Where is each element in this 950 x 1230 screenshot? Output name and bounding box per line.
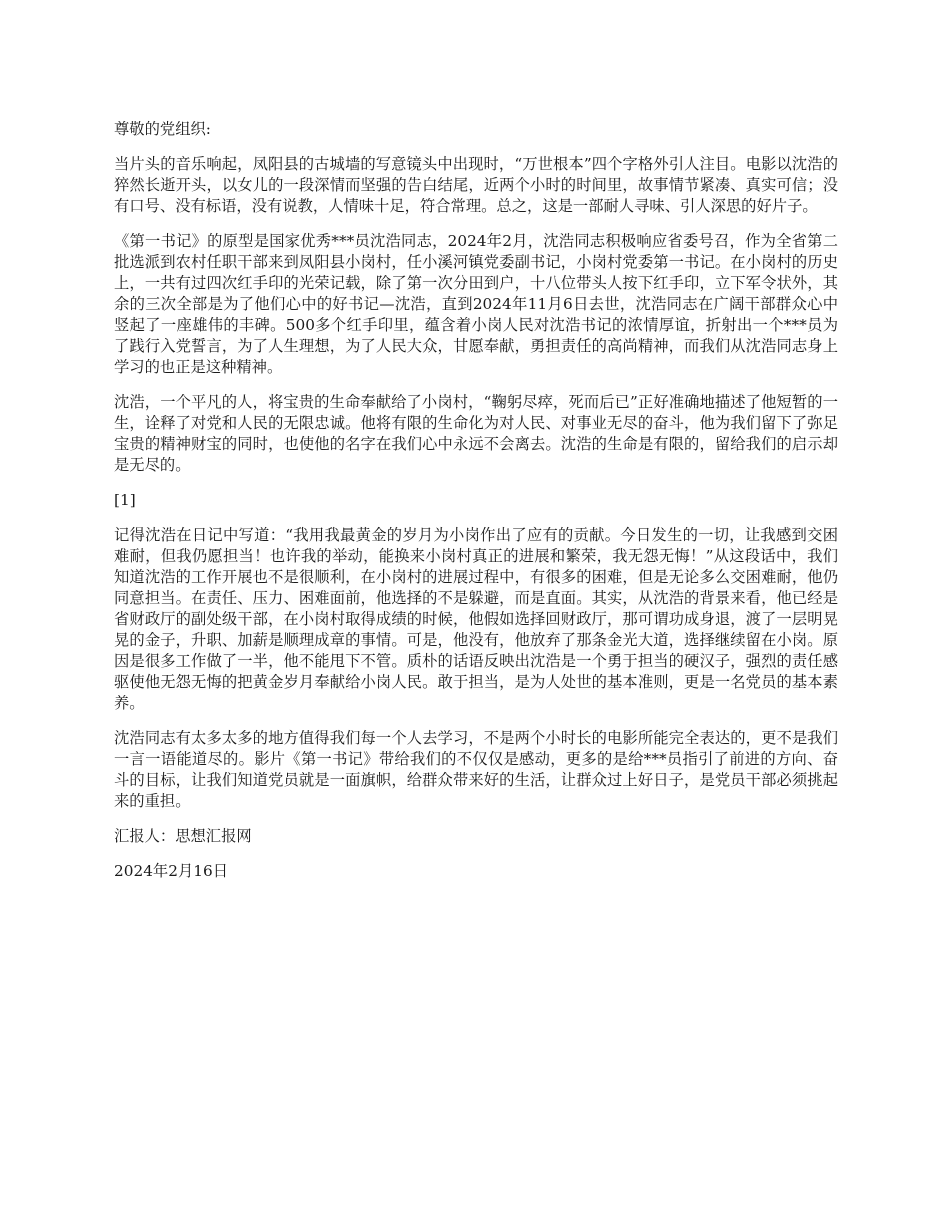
date-line: 2024年2月16日	[114, 862, 229, 880]
footnote-marker: [1]	[114, 491, 136, 509]
reporter-line: 汇报人：思想汇报网	[114, 827, 252, 845]
salutation: 尊敬的党组织:	[114, 120, 211, 138]
paragraph-intro: 当片头的音乐响起，凤阳县的古城墙的写意镜头中出现时，“万世根本”四个字格外引人注目。电影以沈浩的猝然长逝开头，以女儿的一段深情而坚强的告白结尾，近两个小时的时间里，故事情节紧凑、真实可信；没有口号、没有标语，没有说教，人情味十足，符合常理。总之，这是一部耐人寻味、引人深思的好片子。	[114, 155, 838, 215]
paragraph-conclusion: 沈浩同志有太多太多的地方值得我们每一个人去学习，不是两个小时长的电影所能完全表达的，更不是我们一言一语能道尽的。影片《第一书记》带给我们的不仅仅是感动，更多的是给***员指引了前进的方向、奋斗的目标，让我们知道党员就是一面旗帜，给群众带来好的生活，让群众过上好日子，是党员干部必须挑起来的重担。	[114, 729, 838, 810]
paragraph-prototype: 《第一书记》的原型是国家优秀***员沈浩同志，2024年2月，沈浩同志积极响应省委号召，作为全省第二批选派到农村任职干部来到凤阳县小岗村，任小溪河镇党委副书记，小岗村党委第一书记。在小岗村的历史上，一共有过四次红手印的光荣记载，除了第一次分田到户，十八位带头人按下红手印，立下军令状外，其余的三次全部是为了他们心中的好书记—沈浩，直到2024年11月6日去世，沈浩同志在广阔干部群众心中竖起了一座雄伟的丰碑。500多个红手印里，蕴含着小岗人民对沈浩书记的浓情厚谊，折射出一个***员为了践行入党誓言，为了人生理想，为了人民大众，甘愿奉献，勇担责任的高尚精神，而我们从沈浩同志身上学习的也正是这种精神。	[114, 232, 838, 376]
paragraph-dedication: 沈浩，一个平凡的人，将宝贵的生命奉献给了小岗村，“鞠躬尽瘁，死而后已”正好准确地描述了他短暂的一生，诠释了对党和人民的无限忠诚。他将有限的生命化为对人民、对事业无尽的奋斗，他为我们留下了弥足宝贵的精神财宝的同时，也使他的名字在我们心中永远不会离去。沈浩的生命是有限的，留给我们的启示却是无尽的。	[114, 393, 838, 474]
paragraph-diary: 记得沈浩在日记中写道：“我用我最黄金的岁月为小岗作出了应有的贡献。今日发生的一切，让我感到交困难耐，但我仍愿担当！也许我的举动，能换来小岗村真正的进展和繁荣，我无怨无悔！”从这段话中，我们知道沈浩的工作开展也不是很顺利，在小岗村的进展过程中，有很多的困难，但是无论多么交困难耐，他仍同意担当。在责任、压力、困难面前，他选择的不是躲避，而是直面。其实，从沈浩的背景来看，他已经是省财政厅的副处级干部，在小岗村取得成绩的时候，他假如选择回财政厅，那可谓功成身退，渡了一层明晃晃的金子，升职、加薪是顺理成章的事情。可是，他没有，他放弃了那条金光大道，选择继续留在小岗。原因是很多工作做了一半，他不能甩下不管。质朴的话语反映出沈浩是一个勇于担当的硬汉子，强烈的责任感驱使他无怨无悔的把黄金岁月奉献给小岗人民。敢于担当，是为人处世的基本准则，更是一名党员的基本素养。	[114, 526, 838, 712]
document-body	[114, 119, 838, 896]
